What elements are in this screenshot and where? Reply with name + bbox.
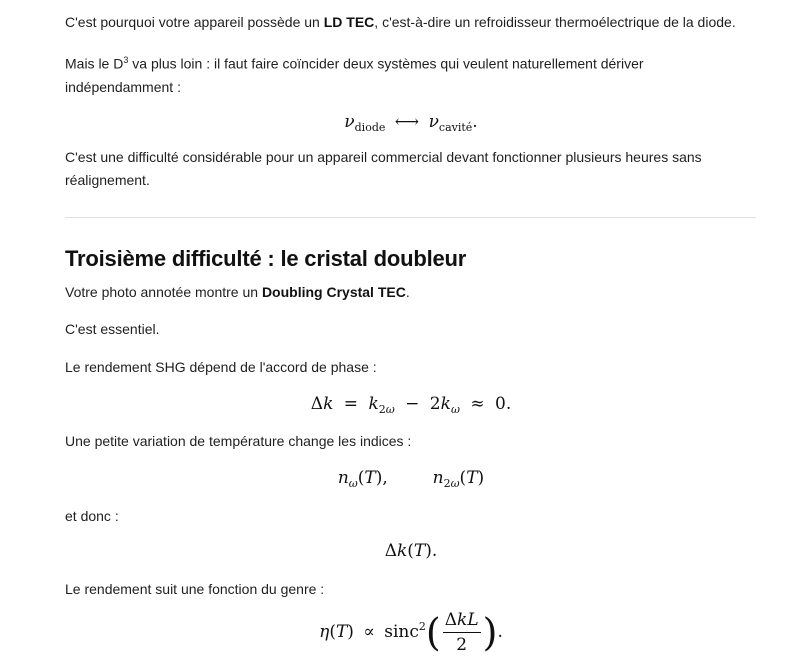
math-punct: .: [505, 394, 512, 414]
math-subscript: 2ω: [443, 477, 460, 490]
text: Votre photo annotée montre un: [65, 284, 262, 300]
math-number: 2: [429, 394, 441, 414]
math-symbol: Δ: [310, 394, 324, 414]
fraction-numerator: ΔkL: [443, 610, 481, 633]
math-operator: ∝: [363, 622, 375, 642]
math-symbol: k: [368, 394, 379, 414]
math-symbol: T: [413, 541, 426, 561]
math-arrow: ⟷: [394, 112, 420, 132]
fraction-denominator: 2: [456, 635, 468, 655]
math-subscript: ω: [348, 477, 358, 490]
math-fraction: [443, 610, 481, 655]
math-operator: =: [343, 394, 359, 414]
equation-diode-cavity: [0, 112, 800, 134]
math-symbol: T: [364, 468, 376, 488]
math-punct: .: [472, 112, 478, 132]
math-symbol: T: [335, 622, 348, 642]
paragraph-shg: Le rendement SHG dépend de l'accord de phase :: [65, 359, 377, 375]
math-symbol: k: [323, 394, 334, 414]
math-subscript: cavité: [438, 121, 473, 134]
equation-delta-k-t: Δk(T).: [384, 541, 438, 561]
math-paren: ): [482, 610, 498, 655]
text: réalignement.: [65, 172, 150, 188]
math-symbol: k: [440, 394, 451, 414]
math-subscript: 2ω: [378, 403, 395, 416]
math-subscript: diode: [354, 121, 386, 134]
math-superscript: 2: [418, 620, 426, 633]
text: C'est une difficulté considérable pour un appareil commercial devant fonctionner plusieurs heures sans: [65, 149, 702, 165]
paragraph-difficulty: [65, 146, 765, 192]
text: , c'est-à-dire un refroidisseur thermoélectrique de la diode.: [374, 14, 736, 30]
math-subscript: ω: [450, 403, 460, 416]
bold-term: LD TEC: [323, 14, 375, 30]
paragraph-donc: et donc :: [65, 508, 119, 524]
math-symbol: η: [319, 622, 330, 642]
section-divider: [65, 217, 756, 218]
paragraph-ld-tec: [65, 11, 765, 34]
math-symbol: ν: [428, 112, 439, 132]
text: C'est pourquoi votre appareil possède un: [65, 14, 324, 30]
paragraph-temperature: Une petite variation de température change les indices :: [65, 433, 412, 449]
paragraph-rendement: Le rendement suit une fonction du genre :: [65, 581, 325, 597]
math-paren: (: [425, 610, 441, 655]
equation-efficiency: η(T) ∝ sinc$^2$( $\frac{\text{ΔkL}}{2}$ ).: [319, 610, 503, 655]
bold-term: Doubling Crystal TEC: [261, 284, 406, 300]
section-heading: Troisième difficulté : le cristal doubleur: [65, 246, 467, 271]
text: Mais le D: [65, 55, 124, 72]
math-operator: ≈: [470, 394, 485, 414]
math-punct: .: [431, 541, 438, 561]
paragraph-essential: C'est essentiel.: [65, 321, 160, 337]
math-symbol: n: [337, 468, 349, 488]
math-symbol: n: [432, 468, 444, 488]
superscript: 3: [123, 55, 129, 65]
math-symbol: Δ: [384, 541, 397, 561]
math-number: 0: [494, 394, 506, 414]
text: .: [405, 284, 410, 300]
paragraph-d3: [65, 49, 765, 99]
equation-indices: $n_\omega(T)$, $n_{2\omega}(T)$: [337, 468, 485, 490]
equation-phase-matching: [0, 394, 800, 416]
math-symbol: k: [396, 541, 408, 561]
text: indépendamment :: [65, 78, 181, 95]
math-punct: .: [497, 622, 503, 642]
math-operator: −: [405, 394, 420, 414]
math-symbol: ν: [344, 112, 355, 132]
math-symbol: T: [466, 468, 478, 488]
math-function: sinc: [384, 622, 419, 642]
text: va plus loin : il faut faire coïncider deux systèmes qui veulent naturellement dériver: [128, 55, 644, 72]
paragraph-doubling-crystal: [65, 281, 765, 304]
